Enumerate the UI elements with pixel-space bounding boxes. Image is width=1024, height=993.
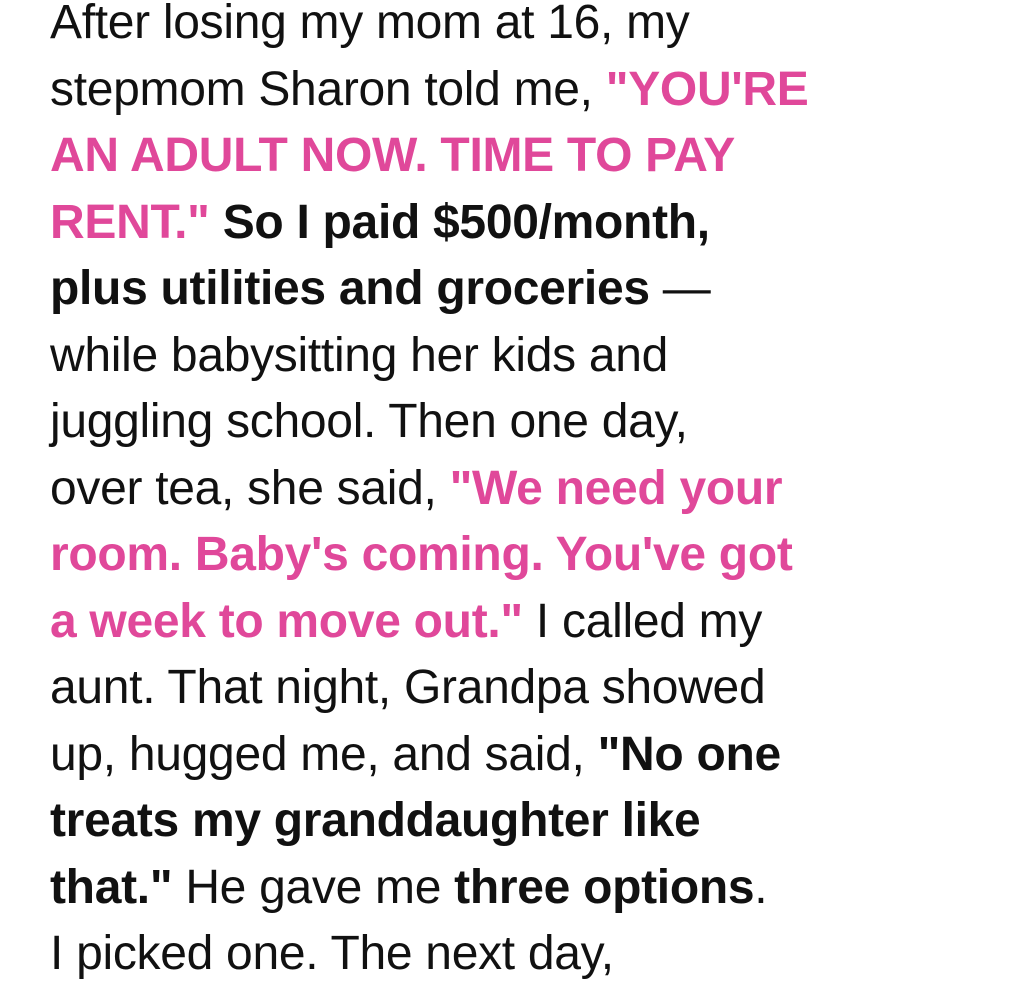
- story-line-7: [50, 389, 1004, 456]
- line-9-highlight: room. Baby's coming. You've got: [50, 528, 793, 581]
- line-2-highlight: "YOU'RE: [605, 62, 809, 116]
- line-6-part-1: while babysitting her kids and: [50, 328, 669, 382]
- line-14-bold-2: three options: [454, 860, 755, 914]
- story-line-10: [50, 589, 1004, 656]
- story-line-4: [50, 190, 1004, 257]
- line-2-part-1: stepmom Sharon told me,: [50, 62, 606, 116]
- story-line-5: [50, 256, 1004, 323]
- line-14-bold-1: that.": [50, 860, 173, 914]
- line-13-bold: treats my granddaughter like: [50, 794, 701, 847]
- story-line-13: [50, 788, 1004, 855]
- line-12-bold: "No one: [597, 727, 781, 781]
- story-line-6: [50, 323, 1004, 390]
- line-14-part-4: .: [754, 860, 768, 914]
- line-5-bold: plus utilities and groceries: [50, 262, 650, 315]
- story-line-15: [50, 921, 1004, 988]
- line-3-highlight: AN ADULT NOW. TIME TO PAY: [50, 129, 735, 182]
- line-14-part-2: He gave me: [172, 860, 455, 914]
- story-line-2: [50, 57, 1004, 124]
- line-10-highlight: a week to move out.": [50, 594, 523, 648]
- line-12-part-1: up, hugged me, and said,: [50, 727, 598, 781]
- line-4-bold: So I paid $500/month,: [222, 195, 710, 249]
- story-line-3: [50, 123, 1004, 190]
- line-4-highlight: RENT.": [50, 195, 223, 249]
- line-1-part-1: After losing my mom at 16, my: [50, 0, 690, 49]
- line-8-highlight: "We need your: [449, 461, 783, 515]
- story-line-11: [50, 655, 1004, 722]
- line-10-part-2: I called my: [522, 594, 763, 648]
- line-8-part-1: over tea, she said,: [50, 461, 450, 515]
- line-11-part-1: aunt. That night, Grandpa showed: [50, 661, 766, 714]
- story-line-9: [50, 522, 1004, 589]
- story-line-1: [50, 0, 1004, 57]
- story-line-12: [50, 722, 1004, 789]
- story-line-8: [50, 456, 1004, 523]
- story-line-14: [50, 855, 1004, 922]
- line-5-part-2: —: [649, 262, 711, 315]
- line-15-part-1: I picked one. The next day,: [50, 927, 614, 980]
- line-7-part-1: juggling school. Then one day,: [50, 395, 688, 448]
